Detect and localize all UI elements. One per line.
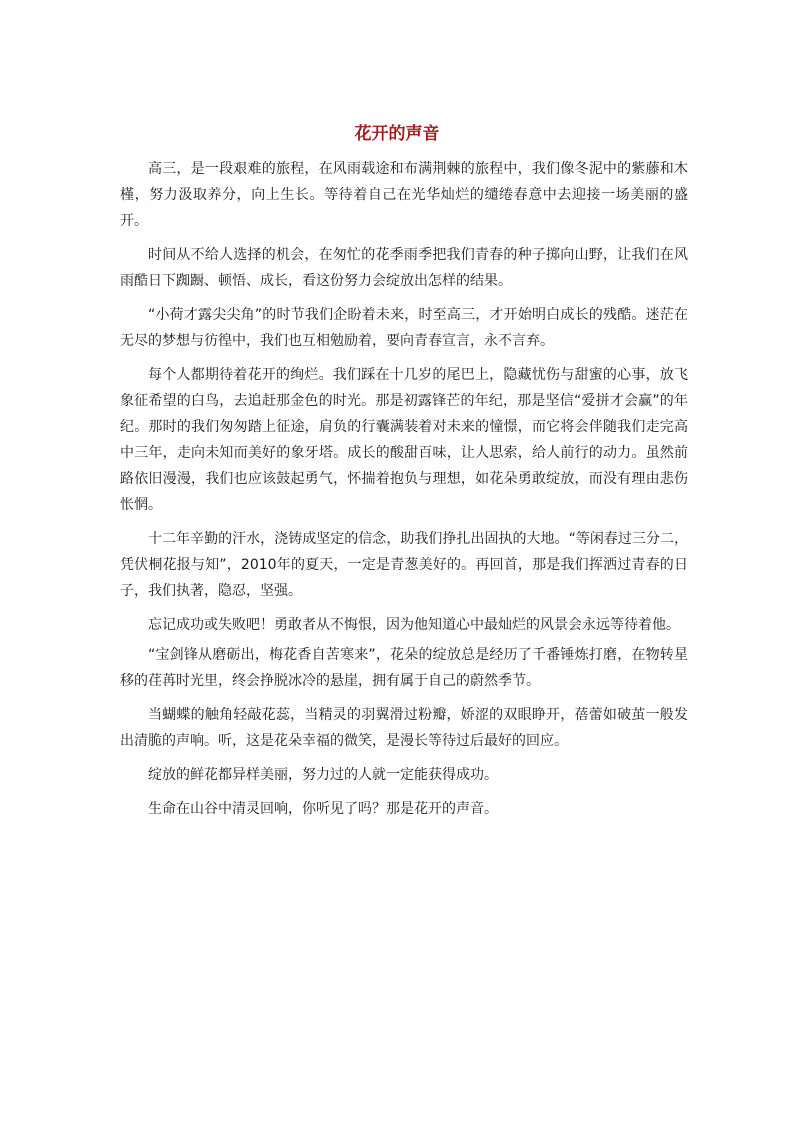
document-title: 花开的声音 bbox=[354, 124, 440, 144]
paragraph-text: 当蝴蝶的触角轻敲花蕊，当精灵的羽翼滑过粉瓣，娇涩的双眼睁开，蓓蕾如破茧一般发出清脆的声响。听，这是花朵幸福的微笑，是漫长等待过后最好的回应。 bbox=[120, 707, 688, 749]
paragraph-text: 每个人都期待着花开的绚烂。我们踩在十几岁的尾巴上，隐藏忧伤与甜蜜的心事，放飞象征希望的白鸟，去追赶那金色的时光。那是初露锋芒的年纪，那是坚信“ bbox=[120, 367, 688, 409]
body-paragraph bbox=[120, 796, 688, 822]
body-paragraph bbox=[120, 362, 688, 518]
paragraph-text: “宝剑锋从磨砺出，梅花香自苦寒来”，花朵的绽放总是经历了千番锤炼打磨，在物转星移的荏苒时光里，终会挣脱冰冷的悬崖，拥有属于自己的蔚然季节。 bbox=[120, 647, 688, 689]
body-paragraph bbox=[120, 762, 688, 788]
body-paragraph bbox=[120, 702, 688, 754]
paragraph-text: 高三，是一段艰难的旅程，在风雨载途和布满荆棘的旅程中，我们像冬泥中的紫藤和木槿，努力汲取养分，向上生长。等待着自己在光华灿烂的缱绻春意中去迎接一场美丽的盛开。 bbox=[120, 161, 688, 229]
document-body bbox=[120, 156, 688, 822]
paragraph-text: 绽放的鲜花都异样美丽，努力过的人就一定能获得成功。 bbox=[148, 767, 498, 783]
quoted-phrase: 小荷才露尖尖角 bbox=[155, 307, 255, 323]
paragraph-text: 生命在山谷中清灵回响，你听见了吗？那是花开的声音。 bbox=[148, 801, 498, 817]
paragraph-text: 十二年辛勤的汗水，浇铸成坚定的信念，助我们挣扎出固执的大地。“等闲春过三分二，凭伏桐花报与知”，2010年的夏天，一定是青葱美好的。再回首，那是我们挥洒过青春的日子，我们执著，隐忍，坚强。 bbox=[120, 531, 688, 599]
body-paragraph bbox=[120, 612, 688, 638]
paragraph-text: 时间从不给人选择的机会，在匆忙的花季雨季把我们青春的种子掷向山野，让我们在风雨酷日下踟蹰、顿悟、成长，看这份努力会绽放出怎样的结果。 bbox=[120, 247, 688, 289]
body-paragraph bbox=[120, 242, 688, 294]
paragraph-text: ”的时节我们企盼着未来，时至高三，才开始明白成长的残酷。迷茫在无尽的梦想与彷徨中，我们也互相勉励着，要向青春宣言，永不言弃。 bbox=[120, 307, 688, 349]
quoted-phrase: 爱拼才会赢 bbox=[581, 393, 653, 409]
body-paragraph bbox=[120, 526, 688, 604]
body-paragraph bbox=[120, 642, 688, 694]
body-paragraph bbox=[120, 302, 688, 354]
body-paragraph bbox=[120, 156, 688, 234]
paragraph-text: “ bbox=[148, 307, 156, 323]
paragraph-text: 忘记成功或失败吧！勇敢者从不悔恨，因为他知道心中最灿烂的风景会永远等待着他。 bbox=[148, 617, 680, 633]
paragraph-text: ”的年纪。那时的我们匆匆踏上征途，肩负的行囊满装着对未来的憧憬，而它将会伴随我们走完高中三年，走向未知而美好的象牙塔。成长的酸甜百味，让人思索，给人前行的动力。虽然前路依旧漫漫，我们也应该鼓起勇气，怀揣着抱负与理想，如花朵勇敢绽放，而没有理由悲伤怅惘。 bbox=[120, 393, 688, 513]
